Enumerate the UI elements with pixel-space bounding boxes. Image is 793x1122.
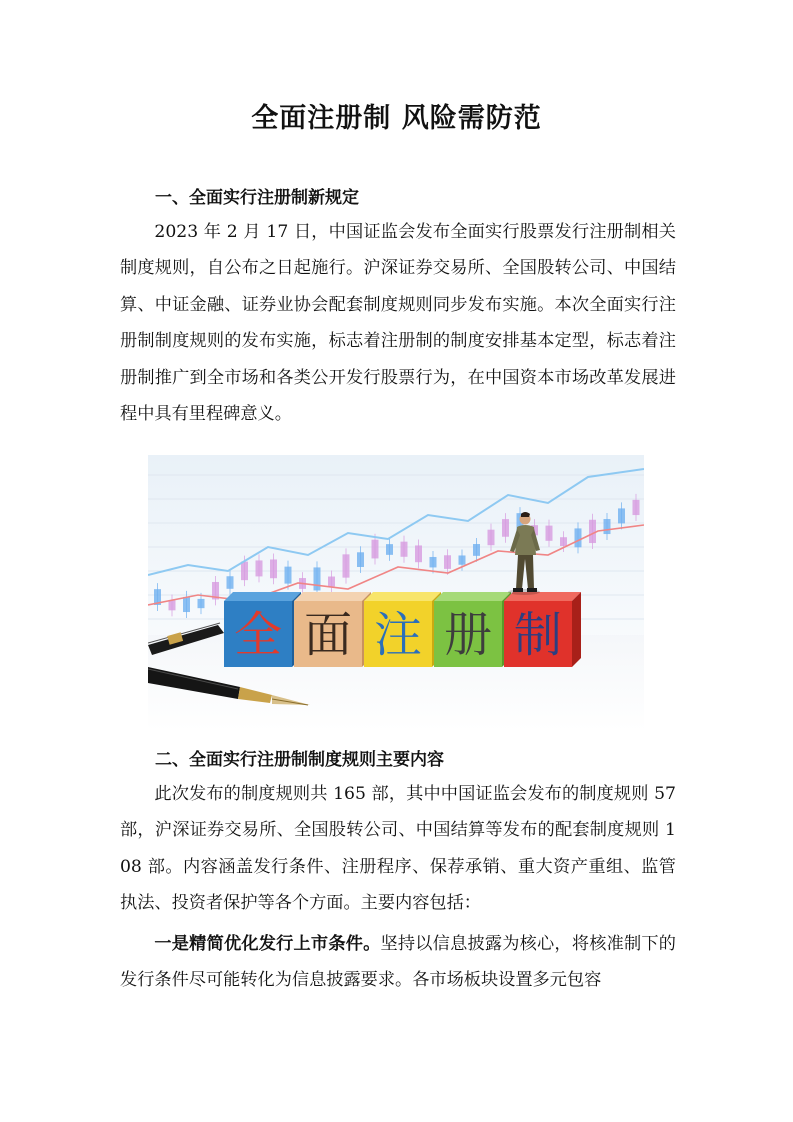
candle-body: [459, 555, 466, 564]
candle-body: [372, 540, 379, 559]
section-heading-1: 一、全面实行注册制新规定: [155, 188, 359, 208]
block-5: [504, 592, 581, 667]
candle-body: [270, 559, 277, 578]
candle-body: [285, 567, 292, 584]
candle-body: [604, 519, 611, 534]
block-character: 册: [443, 607, 493, 663]
candle-body: [169, 600, 176, 610]
block-1: [224, 592, 301, 667]
candle-body: [560, 537, 567, 546]
candle-body: [430, 557, 437, 567]
block-character: 制: [513, 607, 563, 663]
block-4: [434, 592, 511, 667]
candle-body: [589, 520, 596, 543]
candle-body: [198, 599, 205, 608]
candle-body: [328, 577, 335, 587]
candle-body: [343, 554, 350, 577]
candle-body: [401, 542, 408, 557]
candle-body: [386, 544, 393, 555]
candle-body: [575, 528, 582, 547]
paragraph-2-text: 坚持以信息披露为核心，将核准制下的发行条件尽可能转化为信息披露要求。各市场板块设置多元包容: [120, 934, 676, 991]
section-1-paragraph: 2023 年 2 月 17 日，中国证监会发布全面实行股票发行注册制相关制度规则，自公布之日起施行。沪深证券交易所、全国股转公司、中国结算、中证金融、证券业协会配套制度规则同步发布实施。本次全面实行注册制制度规则的发布实施，标志着注册制的制度安排基本定型，标志着注册制推广到全市场和各类公开发行股票行为，在中国资本市场改革发展进程中具有里程碑意义。: [120, 222, 676, 425]
candle-body: [546, 526, 553, 541]
block-top-face: [224, 592, 301, 601]
illustration-svg: [148, 455, 644, 731]
candle-body: [241, 562, 248, 581]
section-heading-2: 二、全面实行注册制制度规则主要内容: [155, 750, 444, 770]
candle-body: [633, 500, 640, 515]
block-top-face: [434, 592, 511, 601]
candle-body: [618, 508, 625, 523]
candle-body: [183, 597, 190, 612]
block-side-face: [572, 592, 581, 667]
candle-body: [488, 530, 495, 546]
candle-body: [314, 567, 321, 590]
candle-body: [357, 552, 364, 567]
block-top-face: [294, 592, 371, 601]
candle-body: [415, 545, 422, 562]
block-character: 全: [233, 607, 283, 663]
page-title: 全面注册制 风险需防范: [251, 103, 542, 134]
candle-body: [473, 544, 480, 556]
block-2: [294, 592, 371, 667]
block-character: 注: [373, 607, 423, 663]
character-blocks: [224, 592, 581, 667]
section-2-paragraph-2: [120, 926, 676, 999]
block-3: [364, 592, 441, 667]
candle-body: [227, 576, 234, 589]
candle-body: [444, 555, 451, 569]
paragraph-2-bold-lead: 一是精简优化发行上市条件。: [154, 934, 381, 954]
block-top-face: [364, 592, 441, 601]
section-2-paragraph-1: 此次发布的制度规则共 165 部，其中中国证监会发布的制度规则 57 部，沪深证券交易所、全国股转公司、中国结算等发布的配套制度规则 108 部。内容涵盖发行条件、注册程序、保荐承销、重大资产重组、监管执法、投资者保护等各个方面。主要内容包括：: [120, 784, 682, 914]
candle-body: [502, 519, 509, 537]
candle-body: [256, 560, 263, 576]
block-character: 面: [303, 607, 353, 663]
registration-system-illustration: [148, 455, 644, 731]
